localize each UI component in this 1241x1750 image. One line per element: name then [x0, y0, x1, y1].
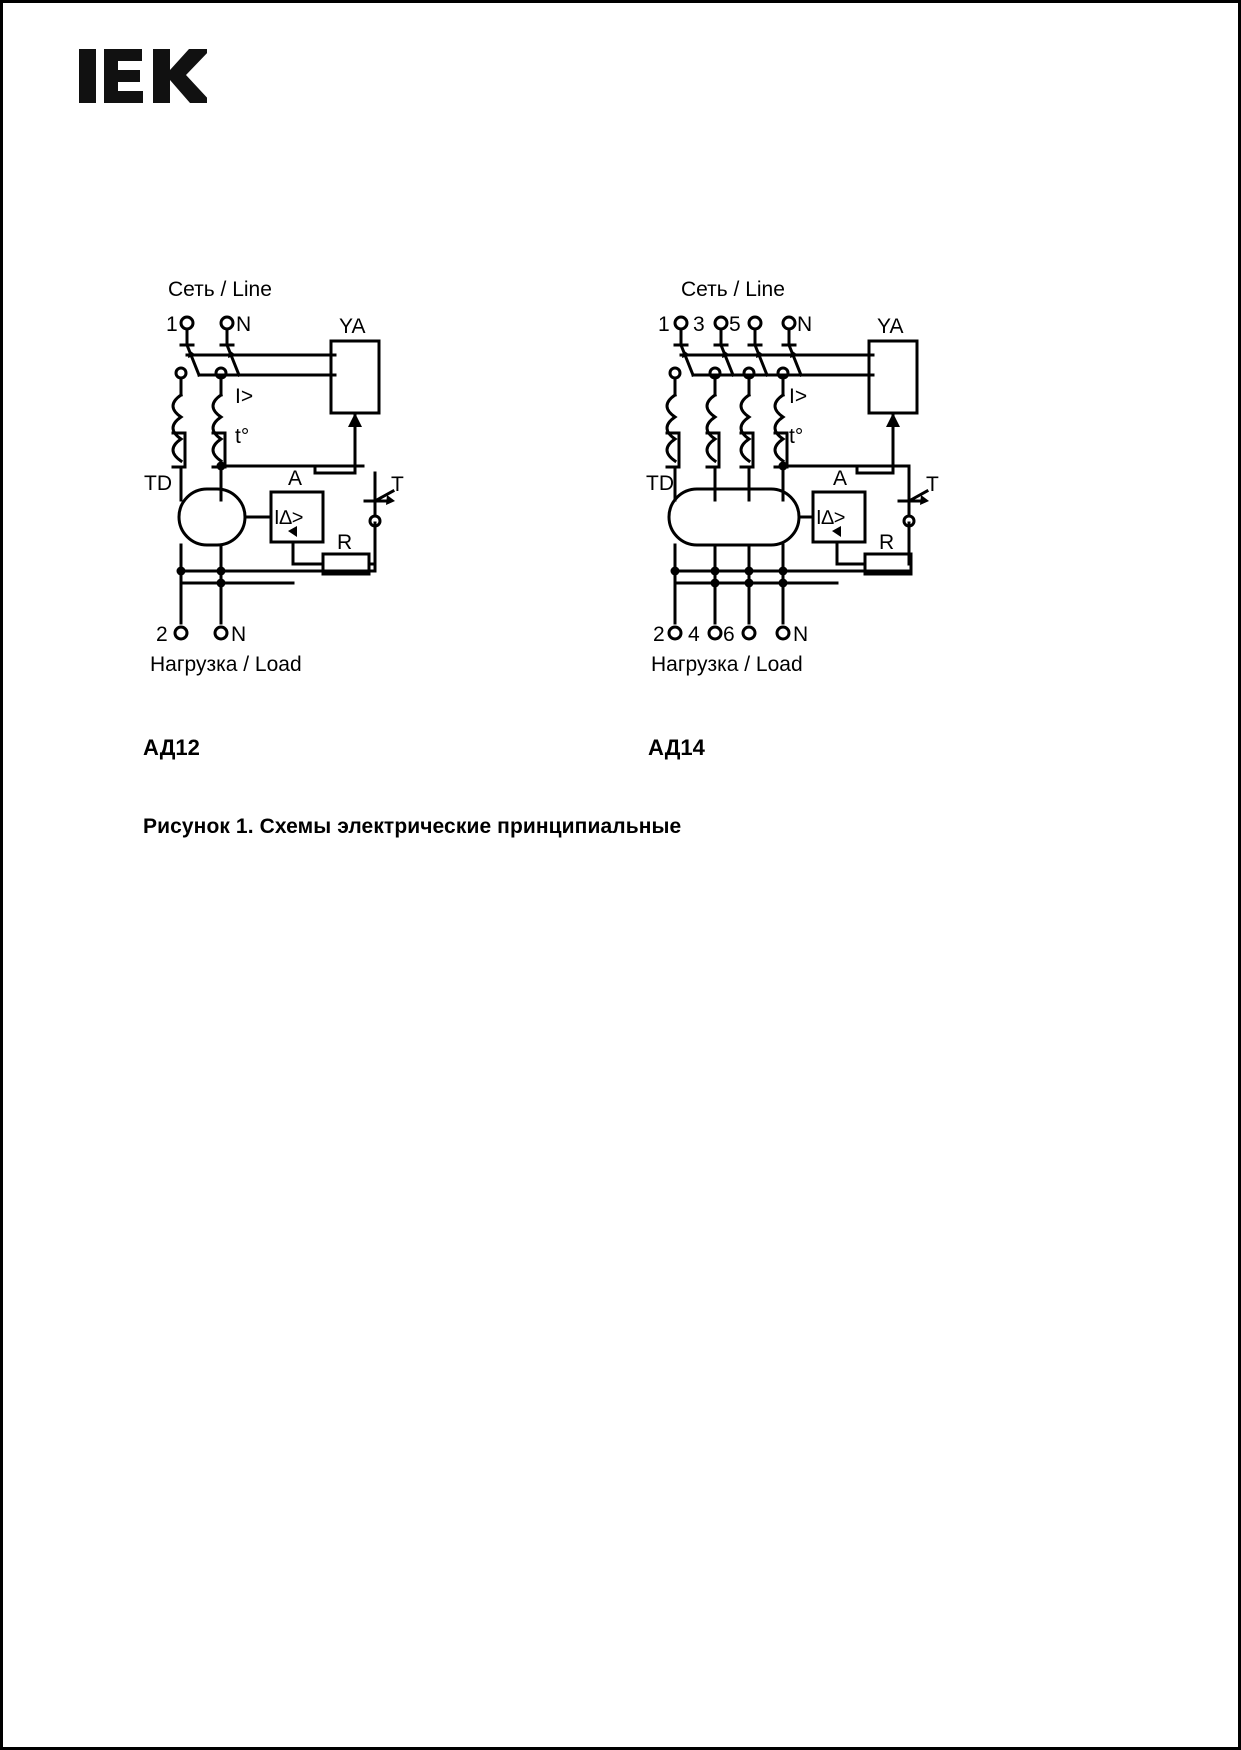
ad12-differential-label: I∆>: [274, 507, 304, 529]
svg-text:1: 1: [658, 313, 670, 336]
svg-text:4: 4: [688, 623, 700, 646]
svg-text:N: N: [797, 313, 813, 336]
svg-text:N: N: [236, 313, 252, 336]
ad14-thermal-label: t°: [789, 425, 804, 448]
ad12-resistor-label: R: [337, 531, 353, 554]
ad12-line-label: Сеть / Line: [168, 278, 272, 301]
schematic-figures: [3, 3, 1241, 1750]
svg-text:3: 3: [693, 313, 705, 336]
ad12-name: АД12: [143, 735, 200, 760]
ad14-resistor-label: R: [879, 531, 895, 554]
ad14-name: АД14: [648, 735, 705, 760]
ad12-amplifier-label: A: [288, 467, 303, 490]
svg-text:2: 2: [156, 623, 168, 646]
svg-text:N: N: [793, 623, 809, 646]
ad12-thermal-label: t°: [235, 425, 250, 448]
svg-text:2: 2: [653, 623, 665, 646]
ad12-ya-label: YA: [339, 315, 366, 338]
ad14-amplifier-label: A: [833, 467, 848, 490]
ad12-td-label: TD: [144, 472, 172, 495]
ad14-differential-label: I∆>: [816, 507, 846, 529]
svg-text:5: 5: [729, 313, 741, 336]
ad12-load-label: Нагрузка / Load: [150, 653, 302, 676]
ad14-ya-label: YA: [877, 315, 904, 338]
figure-caption: Рисунок 1. Схемы электрические принципиальные: [143, 815, 682, 838]
ad12-test-label: T: [391, 473, 404, 496]
ad14-test-label: T: [926, 473, 939, 496]
svg-text:N: N: [231, 623, 247, 646]
ad14-line-label: Сеть / Line: [681, 278, 785, 301]
svg-text:6: 6: [723, 623, 735, 646]
ad12-overcurrent-label: I>: [235, 385, 254, 408]
ad14-td-label: TD: [646, 472, 674, 495]
svg-text:1: 1: [166, 313, 178, 336]
ad14-overcurrent-label: I>: [789, 385, 808, 408]
ad14-load-label: Нагрузка / Load: [651, 653, 803, 676]
